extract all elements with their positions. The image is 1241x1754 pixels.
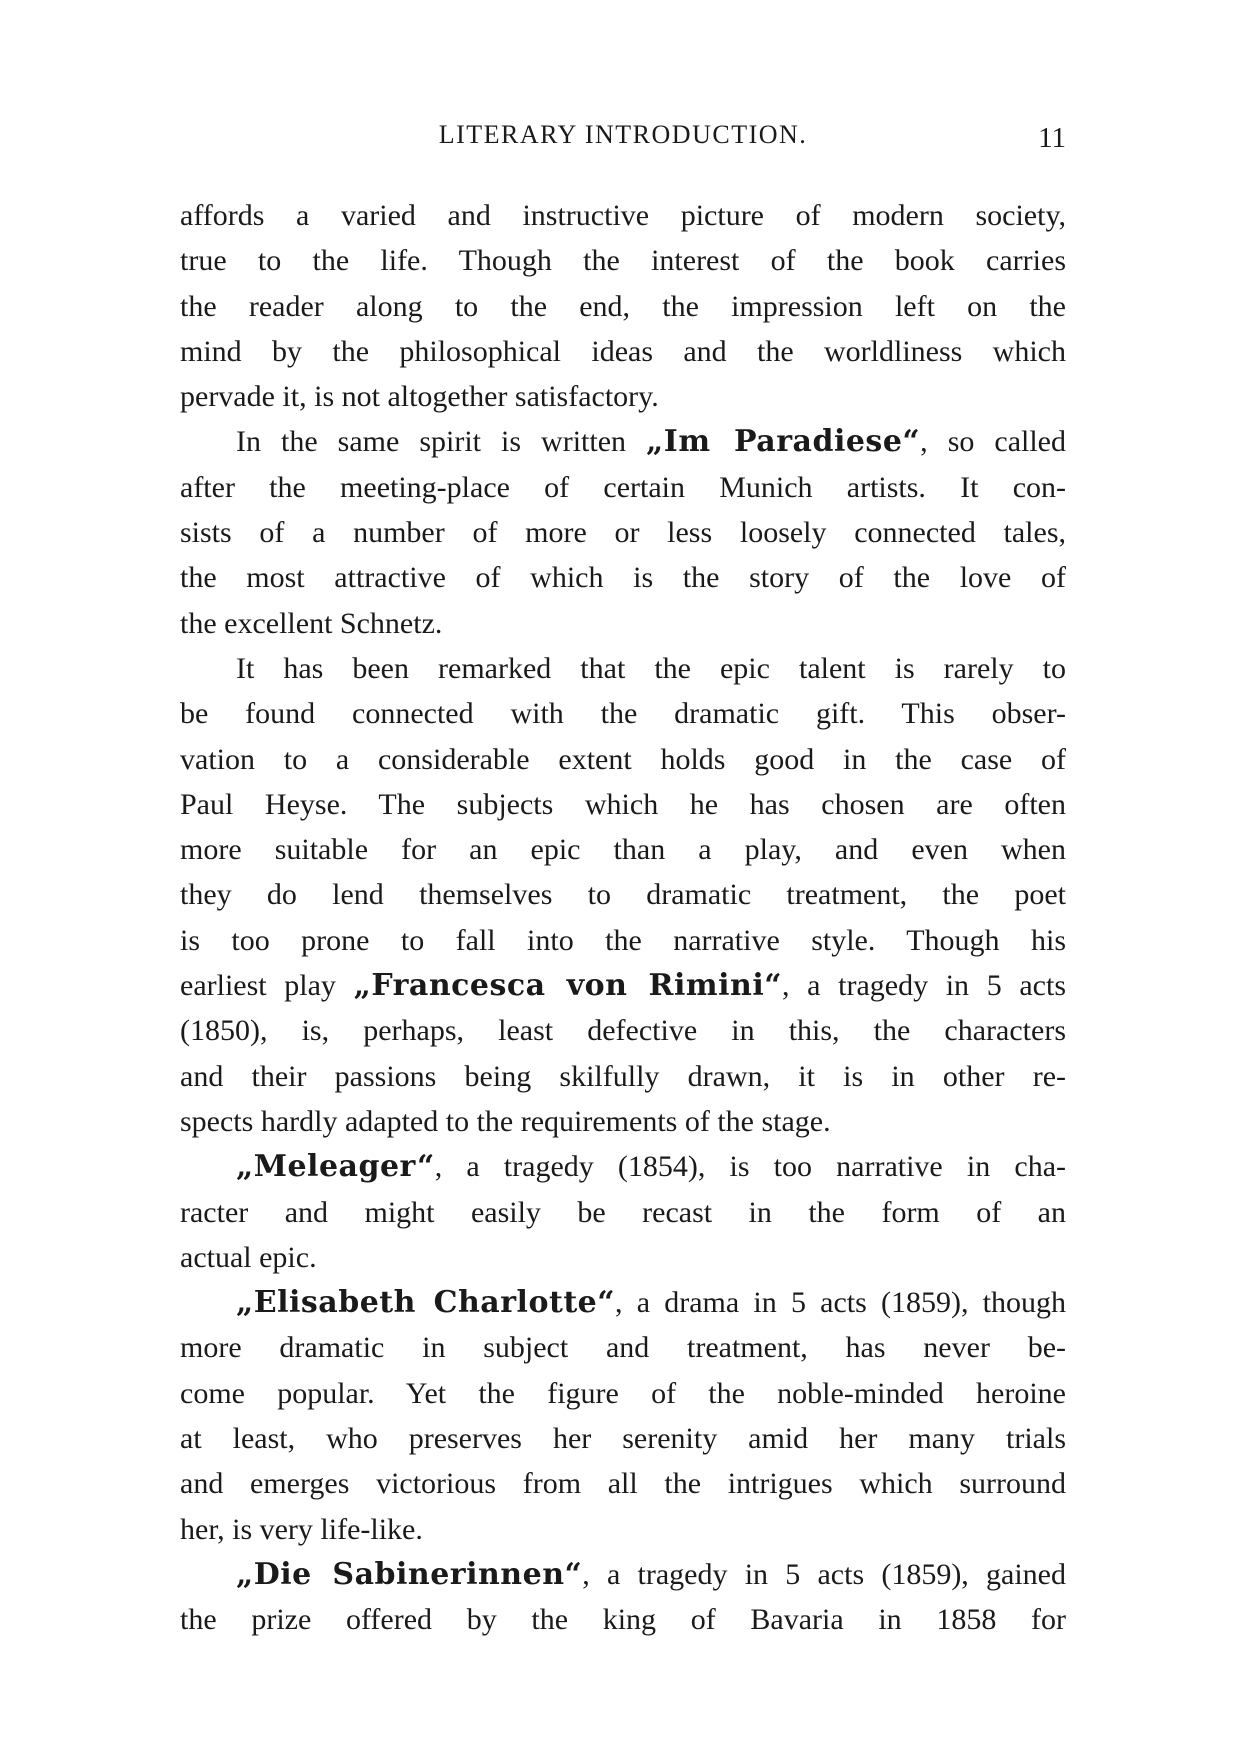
paragraph xyxy=(180,419,1066,645)
text-line: more suitable for an epic than a play, and even when xyxy=(180,833,1066,867)
running-title: LITERARY INTRODUCTION. xyxy=(438,120,808,149)
text-line: more dramatic in subject and treatment, has never be- xyxy=(180,1331,1066,1365)
text-line: affords a varied and instructive picture of modern society, xyxy=(180,199,1066,232)
text-line: sists of a number of more or less loosely connected tales, xyxy=(180,516,1066,550)
text-line: the excellent Schnetz. xyxy=(180,606,443,640)
text-line: her, is very life-like. xyxy=(180,1512,423,1546)
text-line: after the meeting-place of certain Munich artists. It con- xyxy=(180,470,1066,504)
german-title: „Meleager“ xyxy=(236,1149,435,1185)
text-line: In the same spirit is written „Im Paradiese“, so called xyxy=(236,424,1066,460)
text-line: racter and might easily be recast in the form of an xyxy=(180,1195,1066,1229)
paragraph xyxy=(180,1280,1066,1552)
text-line: and their passions being skilfully drawn, it is in other re- xyxy=(180,1059,1066,1093)
text-line: vation to a considerable extent holds good in the case of xyxy=(180,742,1066,776)
text-line: „Elisabeth Charlotte“, a drama in 5 acts (1859), though xyxy=(236,1285,1067,1321)
paragraph xyxy=(180,1552,1066,1643)
page-body xyxy=(180,193,1066,1643)
text-line: true to the life. Though the interest of the book carries xyxy=(180,244,1066,278)
text-line: the prize offered by the king of Bavaria in 1858 for xyxy=(180,1603,1066,1637)
text-line: at least, who preserves her serenity amid her many trials xyxy=(180,1422,1066,1456)
page-header xyxy=(180,120,1066,160)
text-line: pervade it, is not altogether satisfactory. xyxy=(180,380,659,414)
german-title: „Im Paradiese“ xyxy=(646,424,921,460)
text-line: spects hardly adapted to the requirements of the stage. xyxy=(180,1104,831,1138)
text-line: come popular. Yet the figure of the noble-minded heroine xyxy=(180,1376,1066,1410)
text-line: „Die Sabinerinnen“, a tragedy in 5 acts (1859), gained xyxy=(236,1556,1066,1592)
page-number: 11 xyxy=(1038,122,1066,154)
text-line: „Meleager“, a tragedy (1854), is too narrative in cha- xyxy=(236,1149,1066,1185)
text-line: the reader along to the end, the impression left on the xyxy=(180,289,1066,323)
text-line: Paul Heyse. The subjects which he has chosen are often xyxy=(180,787,1066,821)
text-line: and emerges victorious from all the intrigues which surround xyxy=(180,1467,1066,1501)
german-title: „Elisabeth Charlotte“ xyxy=(236,1285,616,1321)
text-line: is too prone to fall into the narrative style. Though his xyxy=(180,923,1066,957)
text-line: mind by the philosophical ideas and the worldliness which xyxy=(180,334,1066,368)
text-line: It has been remarked that the epic talent is rarely to xyxy=(236,651,1066,685)
text-line: be found connected with the dramatic gift. This obser- xyxy=(180,697,1066,731)
text-line: (1850), is, perhaps, least defective in this, the characters xyxy=(180,1014,1066,1048)
text-line: actual epic. xyxy=(180,1240,317,1274)
paragraph xyxy=(180,1144,1066,1280)
text-line: the most attractive of which is the story of the love of xyxy=(180,561,1066,595)
german-title: „Die Sabinerinnen“ xyxy=(236,1556,583,1592)
paragraph xyxy=(180,646,1066,1144)
text-line: earliest play „Francesca von Rimini“, a tragedy in 5 acts xyxy=(180,968,1067,1004)
text-line: they do lend themselves to dramatic treatment, the poet xyxy=(180,878,1066,912)
paragraph xyxy=(180,193,1066,419)
german-title: „Francesca von Rimini“ xyxy=(353,968,782,1004)
